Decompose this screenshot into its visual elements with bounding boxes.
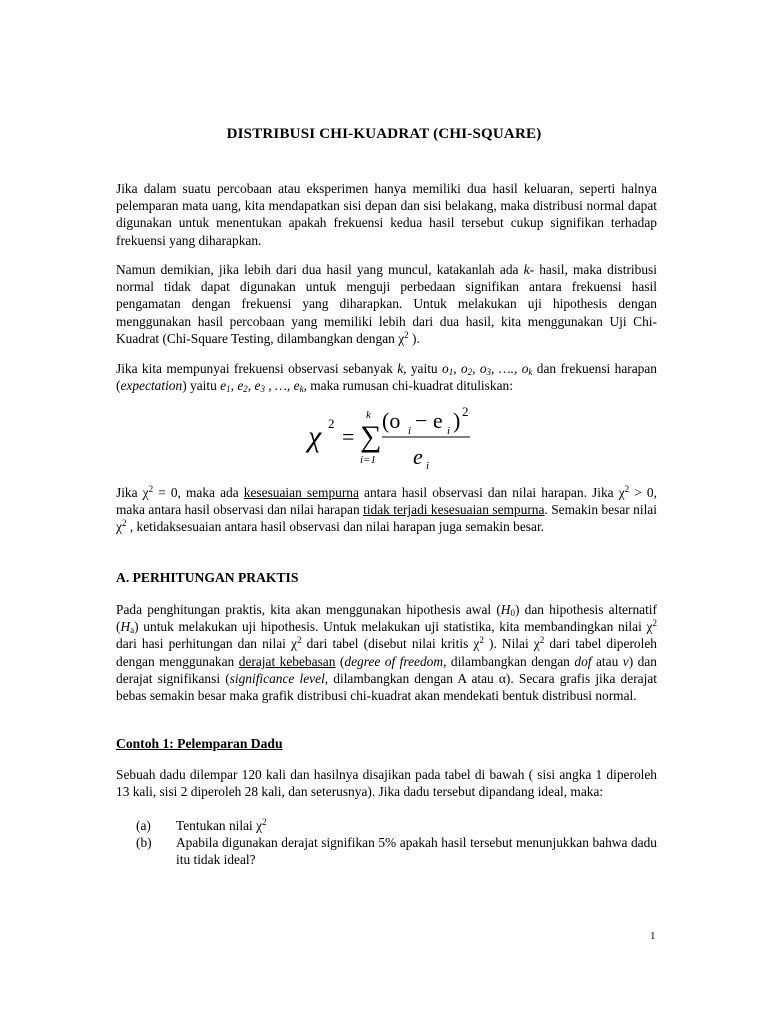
formula-denominator: e xyxy=(413,444,423,469)
list-item: (a) Tentukan nilai $\chi^2$ xyxy=(136,817,267,833)
paragraph-interpretation: Jika $\chi^2 = 0$, maka ada kesesuaian sempurna antara hasil observasi dan nilai harapan. Jika $\chi^2 > 0$, maka antara hasil observasi dan nilai harapan tidak terjadi kesesuaian sempurna. Semakin besar nilai $\chi^2$ , ketidaksesuaian antara hasil observasi dan nilai harapan juga semakin besar. xyxy=(116,484,657,535)
formula-denominator-sub: i xyxy=(426,460,430,472)
formula-chi: χ xyxy=(308,420,322,453)
formula-equals: = xyxy=(342,424,355,449)
list-item: (b) Apabila digunakan derajat signifikan 5% apakah hasil tersebut menunjukkan bahwa dadu itu tidak ideal? xyxy=(136,835,657,868)
formula-numerator-sub2: i xyxy=(447,425,451,437)
page-number: 1 xyxy=(650,930,656,942)
question-list xyxy=(116,817,657,869)
paragraph-intro: Jika dalam suatu percobaan atau eksperimen hanya memiliki dua hasil keluaran, seperti halnya pelemparan mata uang, kita mendapatkan sisi depan dan sisi belakang, maka distribusi normal dapat digunakan untuk menentukan apakah frekuensi kedua hasil tersebut cukup signifikan terhadap frekuensi yang diharapkan. xyxy=(116,181,657,248)
formula-numerator-exponent: 2 xyxy=(462,404,469,419)
formula-numerator-minus: − e xyxy=(415,408,443,433)
formula-chi-exponent: 2 xyxy=(328,416,335,431)
formula-lower-limit: i=1 xyxy=(360,454,376,466)
formula-numerator-open: (o xyxy=(382,408,401,433)
chi-square-formula xyxy=(300,384,480,474)
example-title: Contoh 1: Pelemparan Dadu xyxy=(116,736,283,751)
section-heading-a: A. PERHITUNGAN PRAKTIS xyxy=(116,570,299,585)
formula-numerator-close: ) xyxy=(453,408,461,433)
paragraph-chi-square-intro: Namun demikian, jika lebih dari dua hasil yang muncul, katakanlah ada k- hasil, maka distribusi normal tidak dapat digunakan untuk menguji perbedaan signifikan antara frekuensi hasil pengamatan dengan frekuensi yang diharapkan. Untuk melakukan uji hipothesis dengan menggunakan hasil percobaan yang memiliki lebih dari dua hasil, kita menggunakan Uji Chi-Kuadrat (Chi-Square Testing, dilambangkan dengan $\chi^2$ ). xyxy=(116,262,657,346)
paragraph-observations: Jika kita mempunyai frekuensi observasi sebanyak k, yaitu $o_1$, $o_2$, $o_3$, …., $o_k$ dan frekuensi harapan (expectation) yaitu $e_1$, $e_2$, $e_3$ , …, $e_k$, maka rumusan chi-kuadrat dituliskan: xyxy=(116,361,657,395)
page-title: DISTRIBUSI CHI-KUADRAT (CHI-SQUARE) xyxy=(226,126,542,142)
paragraph-dice-example: Sebuah dadu dilempar 120 kali dan hasilnya disajikan pada tabel di bawah ( sisi angka 1 diperoleh 13 kali, sisi 2 diperoleh 28 kali, dan seterusnya). Jika dadu tersebut dipandang ideal, maka: xyxy=(116,767,657,800)
sigma-icon: ∑ xyxy=(360,420,382,453)
paragraph-practical-calculation: Pada penghitungan praktis, kita akan menggunakan hipothesis awal $(H_0)$ dan hipothesis alternatif $(H_a)$ untuk melakukan uji hipothesis. Untuk melakukan uji statistika, kita membandingkan nilai $\chi^2$ dari hasi perhitungan dan nilai $\chi^2$ dari tabel (disebut nilai kritis $\chi^2$ ). Nilai $\chi^2$ dari tabel diperoleh dengan menggunakan derajat kebebasan (degree of freedom, dilambangkan dengan dof atau v) dan derajat signifikansi (significance level, dilambangkan dengan A atau α). Secara grafis jika derajat bebas semakin besar maka grafik distribusi chi-kuadrat akan mendekati bentuk distribusi normal. xyxy=(116,602,657,704)
formula-upper-limit: k xyxy=(366,409,371,421)
formula-numerator-sub1: i xyxy=(408,425,412,437)
